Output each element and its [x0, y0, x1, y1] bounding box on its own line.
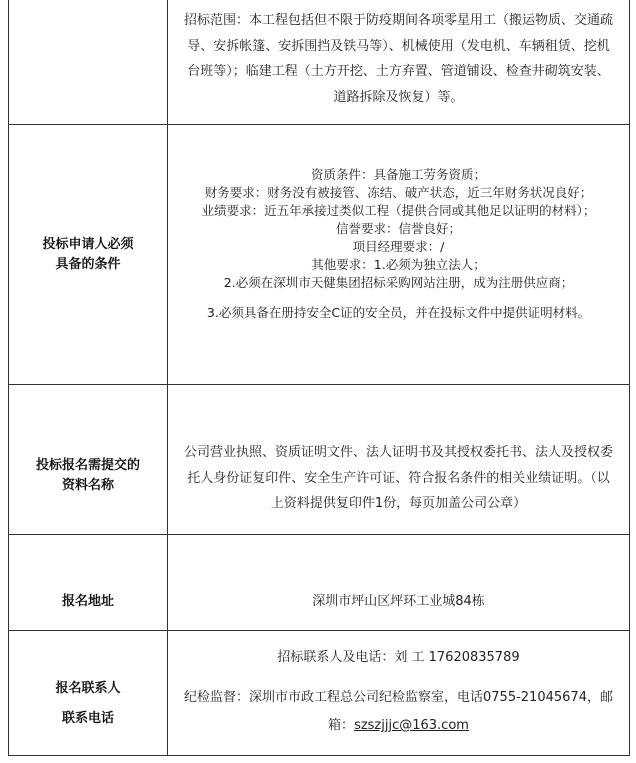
qualification-line: 项目经理要求：/	[352, 239, 445, 254]
documents-line: 公司营业执照、资质证明文件、法人证明书及其授权委托书、法人及授权委	[183, 445, 613, 460]
table-column-divider	[167, 0, 168, 756]
scope-line: 道路拆除及恢复）等。	[333, 89, 464, 105]
email-prefix: 箱：	[328, 718, 355, 733]
documents-label-line: 资料名称	[61, 478, 114, 493]
qualification-line: 3.必须具备在册持安全C证的安全员，并在投标文件中提供证明材料。	[206, 305, 591, 320]
qualification-line: 2.必须在深圳市天健集团招标采购网站注册，成为注册供应商；	[223, 275, 574, 290]
documents-cell	[168, 440, 629, 517]
documents-line: 托人身份证复印件、安全生产许可证、符合报名条件的相关业绩证明。（以	[187, 470, 610, 486]
email-line	[168, 716, 629, 736]
qualification-line: 其他要求：1.必须为独立法人；	[311, 257, 486, 272]
row-divider	[8, 630, 630, 631]
documents-label	[9, 456, 167, 496]
table-border-left	[8, 0, 9, 756]
qualification-line: 业绩要求：近五年承接过类似工程（提供合同或其他足以证明的材料）；	[201, 203, 596, 218]
qualifications-label-line: 投标申请人必须	[42, 237, 134, 252]
table-border-right	[629, 0, 630, 756]
scope-line: 台班等）；临建工程（土方开挖、土方弃置、管道铺设、检查井砌筑安装、	[187, 64, 610, 79]
qualifications-label-line: 具备的条件	[55, 257, 121, 272]
documents-line: 上资料提供复印件1份，每页加盖公司公章）	[270, 496, 527, 511]
documents-label-line: 投标报名需提交的	[35, 458, 140, 473]
tender-contact-line: 招标联系人及电话：刘 工 17620835789	[277, 650, 520, 665]
qualification-line: 财务要求：财务没有被接管、冻结、破产状态，近三年财务状况良好；	[204, 185, 593, 200]
row-divider	[8, 534, 630, 535]
qualification-line: 信誉要求：信誉良好；	[335, 221, 461, 236]
scope-line: 导、安拆帐篷、安拆围挡及铁马等）、机械使用（发电机、车辆租赁、挖机	[187, 38, 610, 54]
contact-label-line: 联系电话	[61, 711, 114, 726]
qualification-line: 资质条件：具备施工劳务资质；	[310, 167, 486, 182]
qualifications-cell	[168, 166, 629, 322]
contact-label	[9, 674, 167, 734]
row-divider	[8, 384, 630, 385]
table-border-bottom	[8, 755, 630, 756]
scope-cell	[168, 8, 629, 110]
qualifications-label	[9, 235, 167, 275]
address-label: 报名地址	[61, 594, 114, 609]
email-link[interactable]: szszjjjc@163.com	[354, 718, 469, 733]
address-value: 深圳市坪山区坪环工业城84栋	[312, 594, 485, 609]
supervision-line: 纪检监督：深圳市市政工程总公司纪检监察室，电话0755-21045674，邮	[184, 690, 613, 705]
scope-line: 招标范围：本工程包括但不限于防疫期间各项零星用工（搬运物质、交通疏	[183, 13, 613, 28]
contact-label-line: 报名联系人	[55, 681, 121, 696]
row-divider	[8, 124, 630, 125]
contact-cell	[168, 648, 629, 736]
